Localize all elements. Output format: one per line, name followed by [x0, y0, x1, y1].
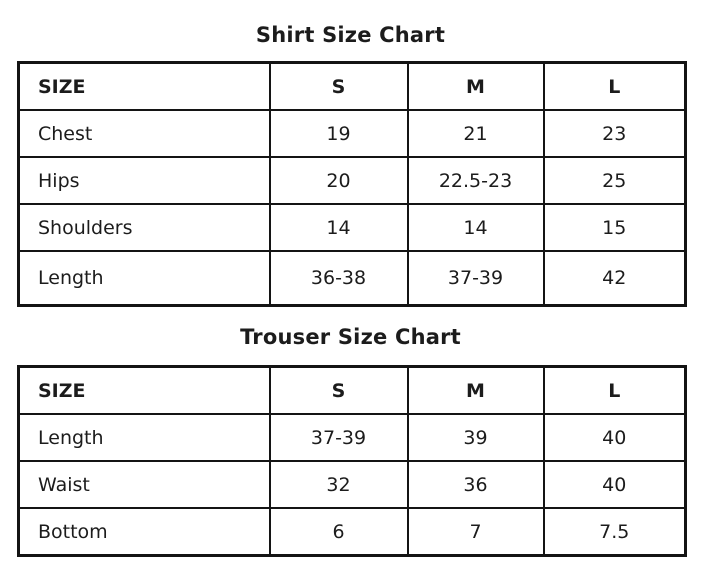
size-value: 32 — [270, 461, 408, 508]
size-value: 19 — [270, 110, 408, 157]
table-row-shoulders — [19, 204, 686, 251]
table-header-row — [19, 367, 686, 415]
table-row-length — [19, 414, 686, 461]
size-value: 14 — [270, 204, 408, 251]
row-label: Waist — [19, 461, 270, 508]
column-header-s: S — [270, 63, 408, 111]
size-value: 21 — [408, 110, 544, 157]
trouser-chart-title: Trouser Size Chart — [240, 325, 461, 349]
size-value: 14 — [408, 204, 544, 251]
table-row-length — [19, 251, 686, 306]
table-header-row — [19, 63, 686, 111]
size-value: 40 — [544, 461, 686, 508]
size-value: 20 — [270, 157, 408, 204]
shirt-chart-title: Shirt Size Chart — [255, 23, 446, 47]
table-row-hips — [19, 157, 686, 204]
size-value: 37-39 — [270, 414, 408, 461]
size-value: 36 — [408, 461, 544, 508]
size-value: 25 — [544, 157, 686, 204]
shirt-size-table — [17, 61, 687, 307]
size-value: 7.5 — [544, 508, 686, 556]
size-value: 40 — [544, 414, 686, 461]
column-header-m: M — [408, 63, 544, 111]
column-header-size: SIZE — [19, 367, 270, 415]
table-row-bottom — [19, 508, 686, 556]
trouser-size-table — [17, 365, 687, 557]
row-label: Length — [19, 251, 270, 306]
size-value: 15 — [544, 204, 686, 251]
row-label: Shoulders — [19, 204, 270, 251]
table-row-chest — [19, 110, 686, 157]
column-header-size: SIZE — [19, 63, 270, 111]
row-label: Hips — [19, 157, 270, 204]
size-value: 23 — [544, 110, 686, 157]
size-value: 42 — [544, 251, 686, 306]
size-value: 6 — [270, 508, 408, 556]
size-value: 22.5-23 — [408, 157, 544, 204]
column-header-m: M — [408, 367, 544, 415]
row-label: Chest — [19, 110, 270, 157]
column-header-l: L — [544, 367, 686, 415]
size-value: 37-39 — [408, 251, 544, 306]
table-row-waist — [19, 461, 686, 508]
row-label: Length — [19, 414, 270, 461]
size-value: 36-38 — [270, 251, 408, 306]
column-header-s: S — [270, 367, 408, 415]
size-value: 39 — [408, 414, 544, 461]
column-header-l: L — [544, 63, 686, 111]
size-value: 7 — [408, 508, 544, 556]
row-label: Bottom — [19, 508, 270, 556]
